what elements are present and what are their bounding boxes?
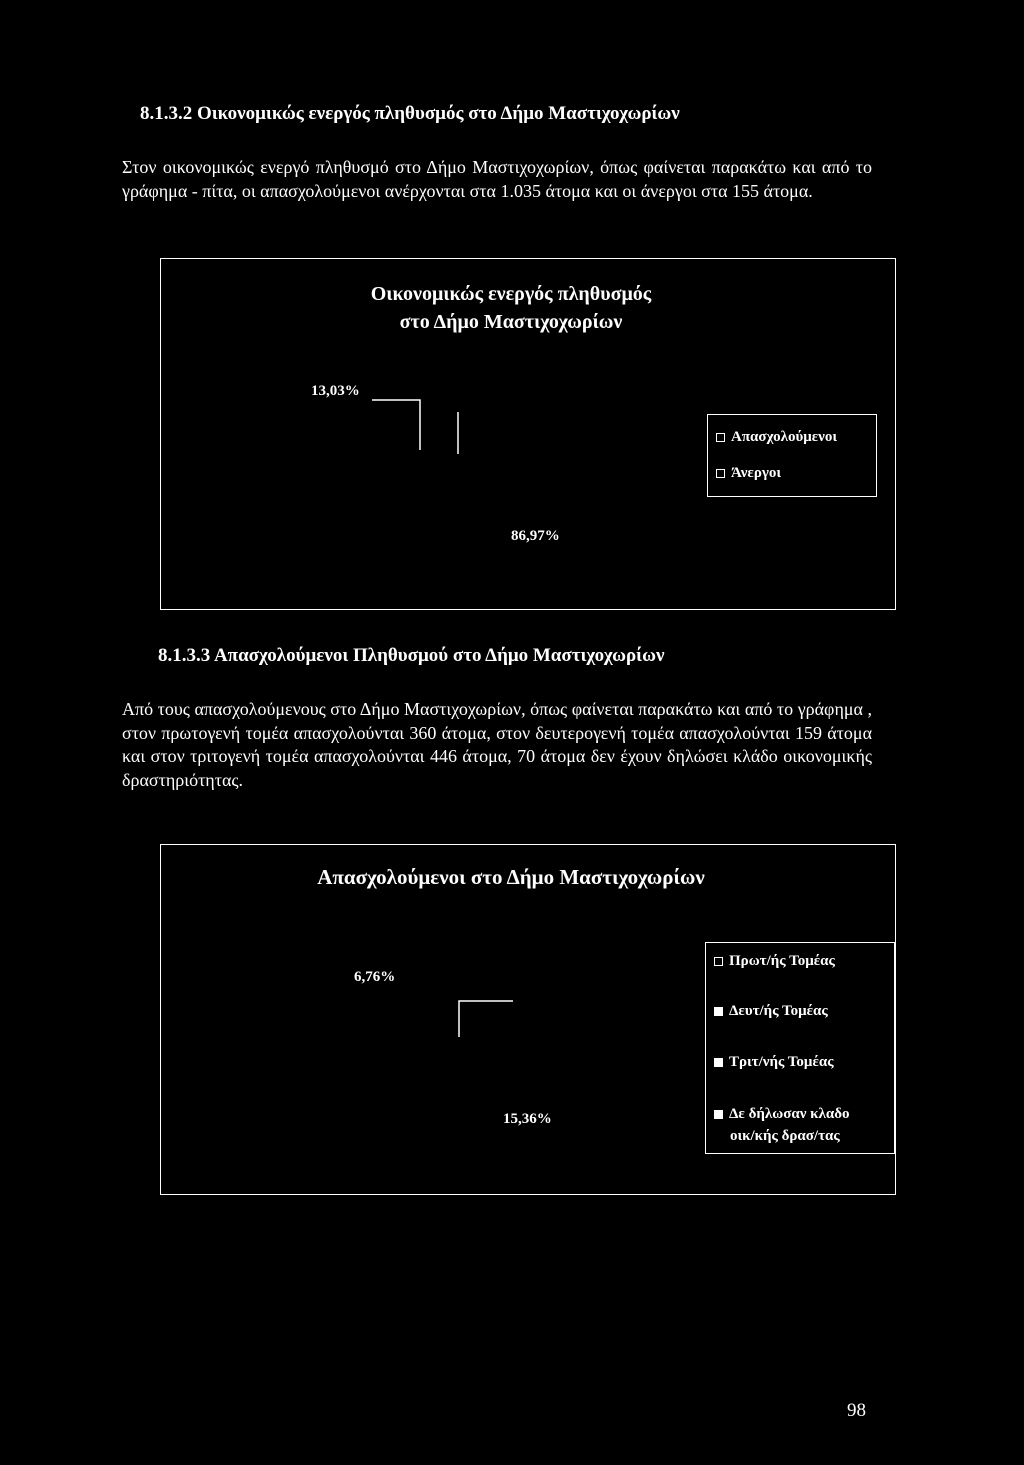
legend-label: Πρωτ/ής Τομέας bbox=[729, 953, 835, 969]
legend-item-primary bbox=[714, 953, 835, 970]
legend-swatch-icon bbox=[714, 1058, 723, 1067]
section-heading-8-1-3-2: 8.1.3.2 Οικονομικώς ενεργός πληθυσμός στο Δήμο Μαστιχοχωρίων bbox=[140, 103, 680, 124]
legend-label: Δευτ/ής Τομέας bbox=[729, 1003, 828, 1019]
page-number: 98 bbox=[847, 1400, 866, 1421]
section-paragraph-8-1-3-3: Από τους απασχολούμενους στο Δήμο Μαστιχοχωρίων, όπως φαίνεται παρακάτω και από το γράφημα , στον πρωτογενή τομέα απασχολούνται 360 άτομα, στον δευτερογενή τομέα απασχολούνται 159 άτομα και στον τριτογενή τομέα απασχολούνται 446 άτομα, 70 άτομα δεν έχουν δηλώσει κλάδο οικονομικής δραστηριότητας. bbox=[122, 699, 872, 790]
legend-item-undeclared bbox=[714, 1106, 850, 1123]
pie-leader-lines bbox=[451, 995, 521, 1045]
chart-title-line-2: στο Δήμο Μαστιχοχωρίων bbox=[399, 311, 623, 333]
chart-legend bbox=[707, 414, 877, 497]
legend-swatch-icon bbox=[714, 1007, 723, 1016]
data-label-secondary: 15,36% bbox=[503, 1111, 552, 1127]
legend-swatch-icon bbox=[716, 469, 725, 478]
data-label-unemployed: 13,03% bbox=[311, 383, 360, 399]
data-label-employed: 86,97% bbox=[511, 528, 560, 544]
legend-swatch-icon bbox=[716, 433, 725, 442]
chart-legend bbox=[705, 942, 895, 1154]
section-heading-8-1-3-3: 8.1.3.3 Απασχολούμενοι Πληθυσμού στο Δήμο Μαστιχοχωρίων bbox=[158, 645, 665, 666]
legend-item-employed bbox=[716, 429, 837, 446]
chart-title-line-1: Οικονομικώς ενεργός πληθυσμός bbox=[370, 283, 652, 305]
legend-item-tertiary bbox=[714, 1054, 834, 1071]
pie-leader-lines bbox=[356, 394, 476, 464]
leader-line bbox=[459, 1001, 513, 1037]
leader-line-1 bbox=[372, 400, 420, 450]
legend-item-secondary bbox=[714, 1003, 828, 1020]
legend-label: οικ/κής δρασ/τας bbox=[730, 1128, 840, 1144]
chart-employment-status bbox=[160, 258, 896, 610]
chart-title bbox=[161, 280, 861, 336]
legend-swatch-icon bbox=[714, 1110, 723, 1119]
legend-swatch-icon bbox=[714, 957, 723, 966]
legend-item-undeclared-line-2 bbox=[730, 1128, 840, 1145]
legend-label: Άνεργοι bbox=[731, 465, 782, 481]
legend-item-unemployed bbox=[716, 465, 781, 482]
legend-label: Τριτ/νής Τομέας bbox=[729, 1054, 834, 1070]
legend-label: Δε δήλωσαν κλαδο bbox=[729, 1106, 850, 1122]
chart-title: Απασχολούμενοι στο Δήμο Μαστιχοχωρίων bbox=[317, 865, 705, 889]
data-label-undeclared: 6,76% bbox=[354, 969, 396, 985]
chart-employment-by-sector bbox=[160, 844, 896, 1195]
section-paragraph-8-1-3-2: Στον οικονομικώς ενεργό πληθυσμό στο Δήμο Μαστιχοχωρίων, όπως φαίνεται παρακάτω και από το γράφημα - πίτα, οι απασχολούμενοι ανέρχονται στα 1.035 άτομα και οι άνεργοι στα 155 άτομα. bbox=[122, 157, 872, 201]
legend-label: Απασχολούμενοι bbox=[731, 429, 837, 445]
